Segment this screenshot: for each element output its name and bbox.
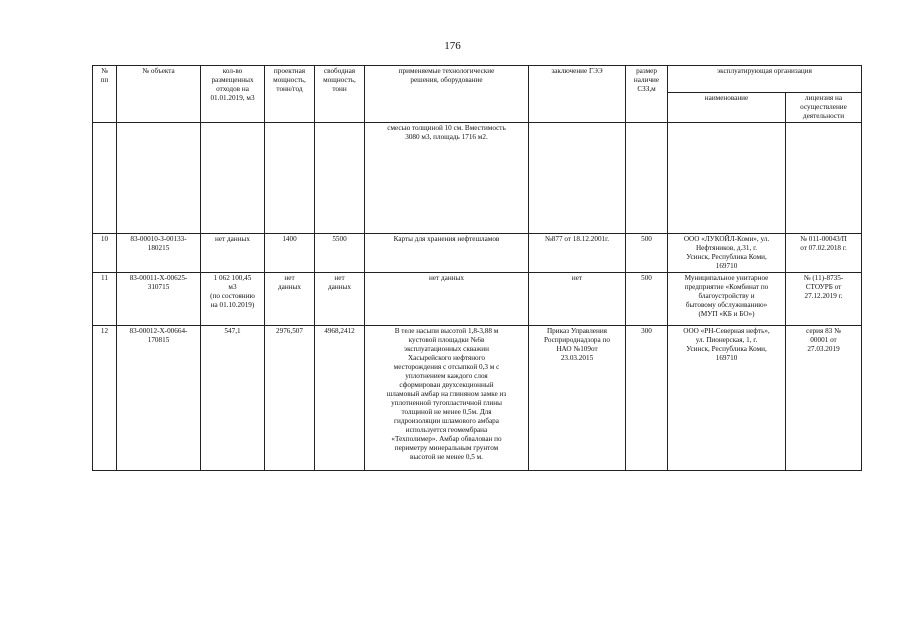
header-operator-group: эксплуатирующая организация [668, 66, 862, 93]
cell-gee [529, 123, 626, 234]
cell-free-capacity: 4968,2412 [315, 326, 365, 471]
cell-gee: нет [529, 273, 626, 326]
cell-num: 11 [93, 273, 117, 326]
cell-amount: 547,1 [201, 326, 265, 471]
cell-operator: Муниципальное унитарное предприятие «Комбинат по благоустройству и бытовому обслуживанию» (МУП «КБ и БО») [668, 273, 786, 326]
table-row [93, 273, 862, 326]
cell-license [786, 123, 862, 234]
cell-design-capacity [265, 123, 315, 234]
header-num: № пп [93, 66, 117, 123]
cell-design-capacity: нет данных [265, 273, 315, 326]
cell-license: № 011-00043/П от 07.02.2018 г. [786, 234, 862, 273]
cell-design-capacity: 2976,507 [265, 326, 315, 471]
header-amount: кол-во размещенных отходов на 01.01.2019, м3 [201, 66, 265, 123]
table-row [93, 234, 862, 273]
cell-amount [201, 123, 265, 234]
cell-free-capacity: нет данных [315, 273, 365, 326]
cell-technology: В теле насыпи высотой 1,8-3,88 м кустовой площадки №6в эксплуатационных скважин Хасырейского нефтяного месторождения с отсыпкой 0,3 м с уплотнением каждого слоя сформирован двухсекционный шламовый амбар на глиняном замке из уплотненной тугопластичной глины толщиной не менее 0,5м. Для гидроизоляции шламового амбара используется геомембрана «Техполимер». Амбар обвалован по периметру минеральным грунтом высотой не менее 0,5 м. [365, 326, 529, 471]
cell-license: № (11)-8735- СТОУРБ от 27.12.2019 г. [786, 273, 862, 326]
header-gee: заключение ГЭЭ [529, 66, 626, 123]
cell-gee: Приказ Управления Росприроднадзора по НАО №109от 23.03.2015 [529, 326, 626, 471]
header-design-capacity: проектная мощность, тонн/год [265, 66, 315, 123]
cell-operator [668, 123, 786, 234]
cell-szz [626, 123, 668, 234]
table-row [93, 123, 862, 234]
waste-objects-table [92, 65, 862, 471]
header-szz: размер наличие СЗЗ,м [626, 66, 668, 123]
cell-operator: ООО «РН-Северная нефть», ул. Пионерская, 1, г. Усинск, Республика Коми, 169710 [668, 326, 786, 471]
page-number: 176 [444, 40, 461, 52]
cell-technology: нет данных [365, 273, 529, 326]
cell-technology: смесью толщиной 10 см. Вместимость 3080 м3, площадь 1716 м2. [365, 123, 529, 234]
cell-amount: нет данных [201, 234, 265, 273]
cell-operator: ООО «ЛУКОЙЛ-Коми», ул. Нефтяников, д.31, г. Усинск, Республика Коми, 169710 [668, 234, 786, 273]
cell-license: серия 83 № 00001 от 27.03.2019 [786, 326, 862, 471]
header-object-no: № объекта [117, 66, 201, 123]
cell-design-capacity: 1400 [265, 234, 315, 273]
cell-szz: 500 [626, 234, 668, 273]
header-row [93, 66, 862, 93]
header-operator-name: наименование [668, 93, 786, 123]
cell-technology: Карты для хранения нефтешламов [365, 234, 529, 273]
header-license: лицензия на осуществление деятельности [786, 93, 862, 123]
cell-szz: 500 [626, 273, 668, 326]
cell-gee: №877 от 18.12.2001г. [529, 234, 626, 273]
cell-object-no: 83-00010-З-00133- 180215 [117, 234, 201, 273]
cell-szz: 300 [626, 326, 668, 471]
cell-num: 12 [93, 326, 117, 471]
cell-num: 10 [93, 234, 117, 273]
cell-free-capacity: 5500 [315, 234, 365, 273]
cell-free-capacity [315, 123, 365, 234]
cell-object-no: 83-00011-Х-00625- 310715 [117, 273, 201, 326]
header-technology: применяемые технологические решения, оборудование [365, 66, 529, 123]
cell-num [93, 123, 117, 234]
table-row [93, 326, 862, 471]
cell-object-no: 83-00012-Х-00664- 170815 [117, 326, 201, 471]
cell-amount: 1 062 100,45 м3 (по состоянию на 01.10.2019) [201, 273, 265, 326]
header-free-capacity: свободная мощность, тонн [315, 66, 365, 123]
cell-object-no [117, 123, 201, 234]
